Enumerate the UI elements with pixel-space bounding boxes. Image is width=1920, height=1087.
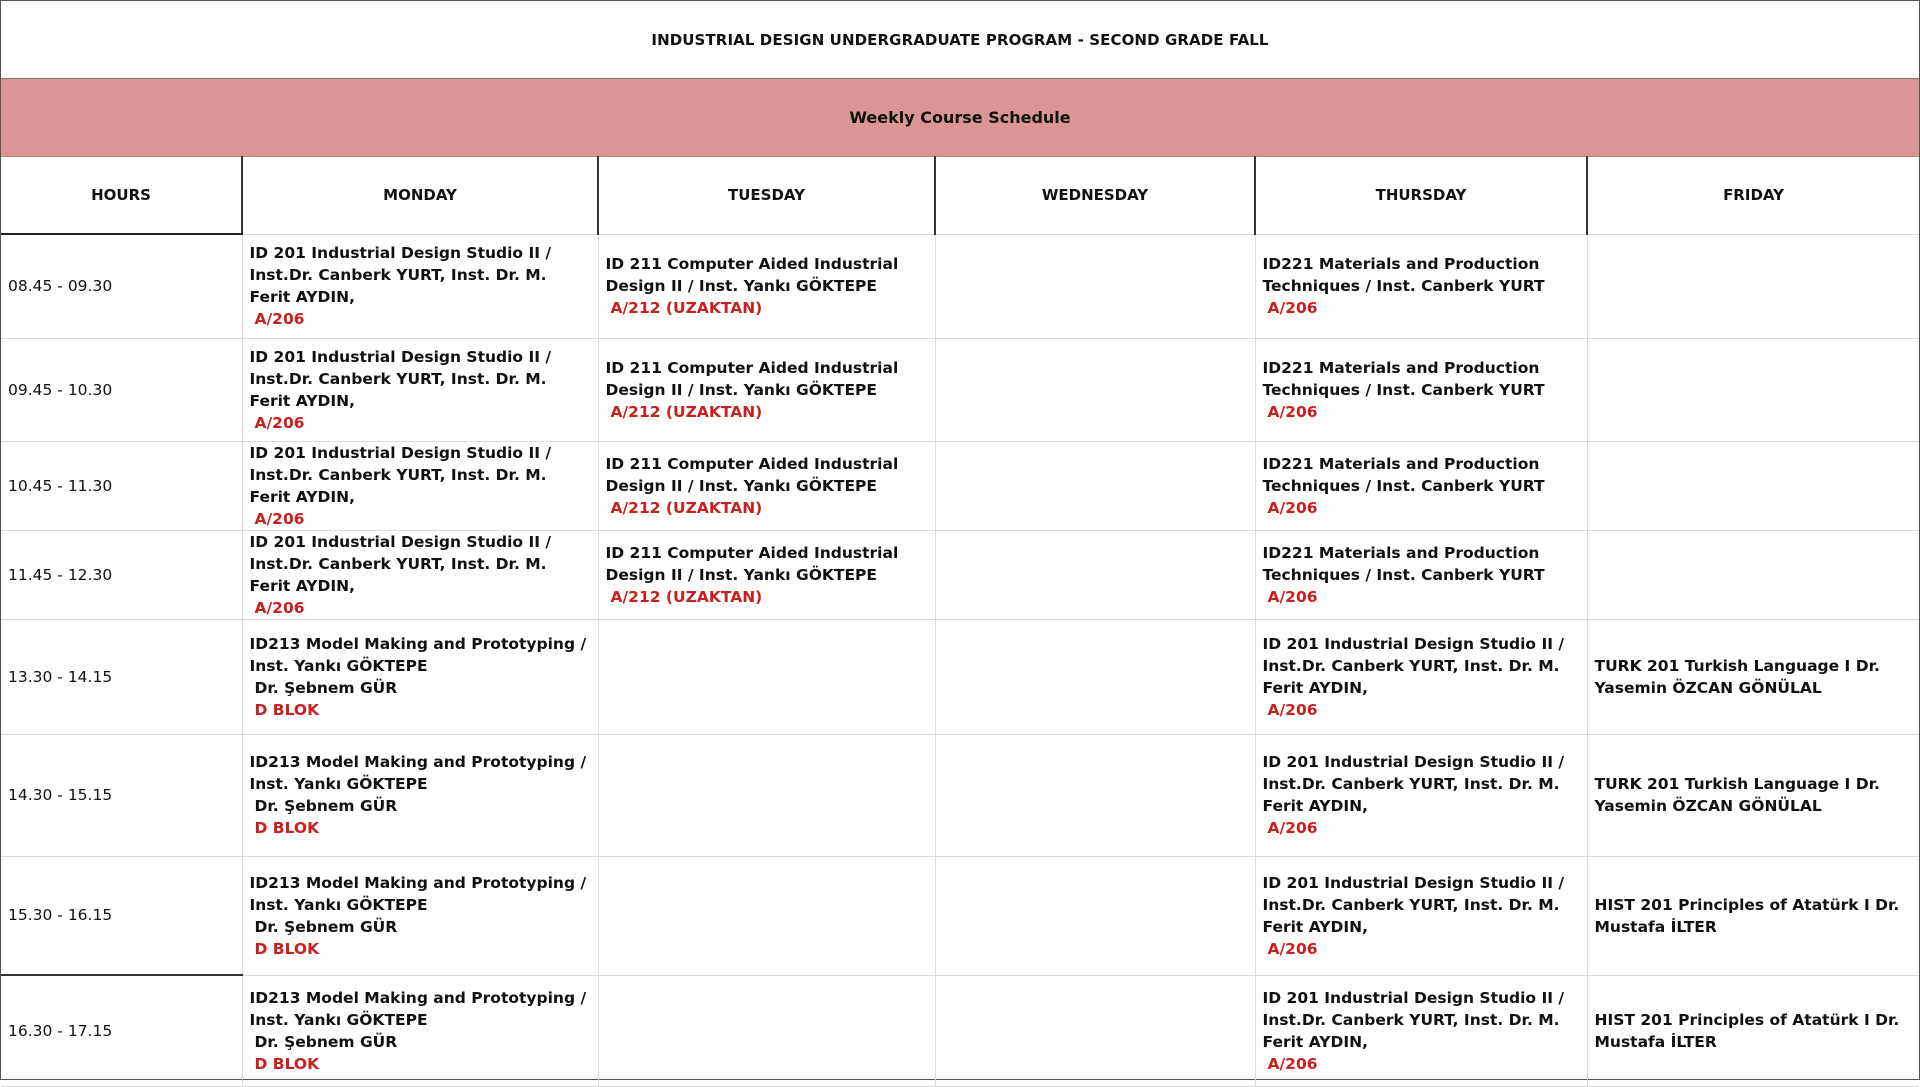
course-title: ID213 Model Making and Prototyping / Inst. Yankı GÖKTEPE xyxy=(249,634,587,675)
course-instructor: Dr. Şebnem GÜR xyxy=(254,1032,398,1051)
time-slot: 14.30 - 15.15 xyxy=(1,734,242,856)
course-title: HIST 201 Principles of Atatürk I Dr. Mustafa İLTER xyxy=(1594,1010,1900,1051)
room-label: A/206 xyxy=(1267,587,1318,606)
schedule-cell-thursday xyxy=(1255,441,1587,530)
course-instructor: Dr. Şebnem GÜR xyxy=(254,917,398,936)
schedule-cell-thursday xyxy=(1255,530,1587,619)
schedule-cell-thursday xyxy=(1255,338,1587,441)
schedule-cell-friday xyxy=(1587,441,1919,530)
course-title: TURK 201 Turkish Language I Dr. Yasemin ÖZCAN GÖNÜLAL xyxy=(1594,656,1880,697)
schedule-cell-monday xyxy=(242,734,598,856)
schedule-cell-wednesday xyxy=(935,734,1255,856)
room-label: A/212 (UZAKTAN) xyxy=(610,299,763,317)
room-label: D BLOK xyxy=(254,939,320,958)
course-title: HIST 201 Principles of Atatürk I Dr. Mustafa İLTER xyxy=(1594,895,1900,936)
time-slot: 15.30 - 16.15 xyxy=(1,856,242,975)
room-label: A/206 xyxy=(1267,299,1318,317)
schedule-row xyxy=(1,441,1919,530)
room-label: D BLOK xyxy=(254,700,320,719)
schedule-cell-monday xyxy=(242,619,598,734)
header-thursday: THURSDAY xyxy=(1255,156,1587,234)
course-instructor: Dr. Şebnem GÜR xyxy=(254,678,398,697)
course-title: ID 201 Industrial Design Studio II / Inst.Dr. Canberk YURT, Inst. Dr. M. Ferit AYDIN, xyxy=(1262,988,1565,1051)
schedule-cell-tuesday xyxy=(598,734,935,856)
schedule-cell-tuesday xyxy=(598,975,935,1086)
time-slot: 10.45 - 11.30 xyxy=(1,441,242,530)
room-label: A/206 xyxy=(1267,402,1318,421)
schedule-cell-friday xyxy=(1587,338,1919,441)
course-title: ID 201 Industrial Design Studio II / Inst.Dr. Canberk YURT, Inst. Dr. M. Ferit AYDIN, xyxy=(249,443,552,506)
schedule-cell-tuesday xyxy=(598,619,935,734)
course-title: ID221 Materials and Production Techniques / Inst. Canberk YURT xyxy=(1262,454,1545,495)
schedule-row xyxy=(1,234,1919,338)
schedule-cell-tuesday xyxy=(598,856,935,975)
course-title: ID221 Materials and Production Techniques / Inst. Canberk YURT xyxy=(1262,358,1545,399)
room-label: A/206 xyxy=(254,310,305,328)
room-label: A/206 xyxy=(254,509,305,528)
room-label: A/206 xyxy=(1267,498,1318,517)
course-instructor: Dr. Şebnem GÜR xyxy=(254,797,398,815)
schedule-cell-friday xyxy=(1587,619,1919,734)
time-slot: 11.45 - 12.30 xyxy=(1,530,242,619)
time-slot: 09.45 - 10.30 xyxy=(1,338,242,441)
schedule-cell-monday xyxy=(242,338,598,441)
room-label: A/212 (UZAKTAN) xyxy=(610,587,763,606)
schedule-body xyxy=(1,234,1919,1086)
room-label: A/206 xyxy=(254,598,305,617)
course-title: ID221 Materials and Production Techniques / Inst. Canberk YURT xyxy=(1262,543,1545,584)
room-label: A/206 xyxy=(1267,819,1318,837)
time-slot: 16.30 - 17.15 xyxy=(1,975,242,1086)
schedule-row xyxy=(1,856,1919,975)
course-title: ID 211 Computer Aided Industrial Design II / Inst. Yankı GÖKTEPE xyxy=(605,543,899,584)
course-title: ID221 Materials and Production Techniques / Inst. Canberk YURT xyxy=(1262,255,1545,295)
schedule-cell-wednesday xyxy=(935,619,1255,734)
time-slot: 13.30 - 14.15 xyxy=(1,619,242,734)
schedule-cell-wednesday xyxy=(935,975,1255,1086)
schedule-cell-thursday xyxy=(1255,975,1587,1086)
schedule-cell-monday xyxy=(242,234,598,338)
schedule-cell-friday xyxy=(1587,530,1919,619)
course-title: ID 201 Industrial Design Studio II / Inst.Dr. Canberk YURT, Inst. Dr. M. Ferit AYDIN, xyxy=(249,347,552,410)
schedule-row xyxy=(1,338,1919,441)
room-label: A/206 xyxy=(1267,1054,1318,1073)
schedule-row xyxy=(1,619,1919,734)
header-row xyxy=(1,156,1919,234)
schedule-cell-friday xyxy=(1587,856,1919,975)
schedule-cell-friday xyxy=(1587,734,1919,856)
course-title: ID213 Model Making and Prototyping / Inst. Yankı GÖKTEPE xyxy=(249,753,587,793)
schedule-cell-wednesday xyxy=(935,441,1255,530)
schedule-cell-monday xyxy=(242,530,598,619)
schedule-cell-wednesday xyxy=(935,530,1255,619)
schedule-cell-thursday xyxy=(1255,856,1587,975)
schedule-row xyxy=(1,734,1919,856)
course-title: ID 201 Industrial Design Studio II / Inst.Dr. Canberk YURT, Inst. Dr. M. Ferit AYDIN, xyxy=(1262,634,1565,697)
header-tuesday: TUESDAY xyxy=(598,156,935,234)
course-title: ID 211 Computer Aided Industrial Design II / Inst. Yankı GÖKTEPE xyxy=(605,255,899,295)
schedule-cell-friday xyxy=(1587,234,1919,338)
course-title: ID213 Model Making and Prototyping / Inst. Yankı GÖKTEPE xyxy=(249,988,587,1029)
course-title: ID 201 Industrial Design Studio II / Inst.Dr. Canberk YURT, Inst. Dr. M. Ferit AYDIN, xyxy=(249,532,552,595)
schedule-cell-tuesday xyxy=(598,338,935,441)
header-friday: FRIDAY xyxy=(1587,156,1919,234)
schedule-cell-monday xyxy=(242,975,598,1086)
course-title: ID 201 Industrial Design Studio II / Inst.Dr. Canberk YURT, Inst. Dr. M. Ferit AYDIN, xyxy=(1262,873,1565,936)
course-title: ID 201 Industrial Design Studio II / Inst.Dr. Canberk YURT, Inst. Dr. M. Ferit AYDIN, xyxy=(1262,753,1565,815)
time-slot: 08.45 - 09.30 xyxy=(1,234,242,338)
schedule-cell-wednesday xyxy=(935,856,1255,975)
room-label: A/206 xyxy=(1267,939,1318,958)
header-wednesday: WEDNESDAY xyxy=(935,156,1255,234)
schedule-cell-thursday xyxy=(1255,234,1587,338)
schedule-cell-tuesday xyxy=(598,530,935,619)
schedule-cell-tuesday xyxy=(598,441,935,530)
course-title: TURK 201 Turkish Language I Dr. Yasemin ÖZCAN GÖNÜLAL xyxy=(1594,775,1880,815)
course-title: ID213 Model Making and Prototyping / Inst. Yankı GÖKTEPE xyxy=(249,873,587,914)
schedule-cell-monday xyxy=(242,856,598,975)
schedule-cell-thursday xyxy=(1255,734,1587,856)
schedule-cell-tuesday xyxy=(598,234,935,338)
room-label: D BLOK xyxy=(254,819,320,837)
schedule-row xyxy=(1,975,1919,1086)
page-title: INDUSTRIAL DESIGN UNDERGRADUATE PROGRAM - SECOND GRADE FALL xyxy=(1,1,1919,79)
course-title: ID 211 Computer Aided Industrial Design II / Inst. Yankı GÖKTEPE xyxy=(605,454,899,495)
room-label: A/206 xyxy=(1267,700,1318,719)
schedule-row xyxy=(1,530,1919,619)
schedule-cell-friday xyxy=(1587,975,1919,1086)
schedule-cell-monday xyxy=(242,441,598,530)
room-label: A/206 xyxy=(254,413,305,432)
room-label: D BLOK xyxy=(254,1054,320,1073)
header-hours: HOURS xyxy=(1,156,242,234)
schedule-table xyxy=(1,156,1919,1087)
schedule-cell-thursday xyxy=(1255,619,1587,734)
schedule-cell-wednesday xyxy=(935,234,1255,338)
header-monday: MONDAY xyxy=(242,156,598,234)
course-title: ID 201 Industrial Design Studio II / Inst.Dr. Canberk YURT, Inst. Dr. M. Ferit AYDIN, xyxy=(249,244,552,306)
schedule-cell-wednesday xyxy=(935,338,1255,441)
course-title: ID 211 Computer Aided Industrial Design II / Inst. Yankı GÖKTEPE xyxy=(605,358,899,399)
room-label: A/212 (UZAKTAN) xyxy=(610,402,763,421)
schedule-subtitle-band: Weekly Course Schedule xyxy=(1,79,1919,157)
room-label: A/212 (UZAKTAN) xyxy=(610,498,763,517)
